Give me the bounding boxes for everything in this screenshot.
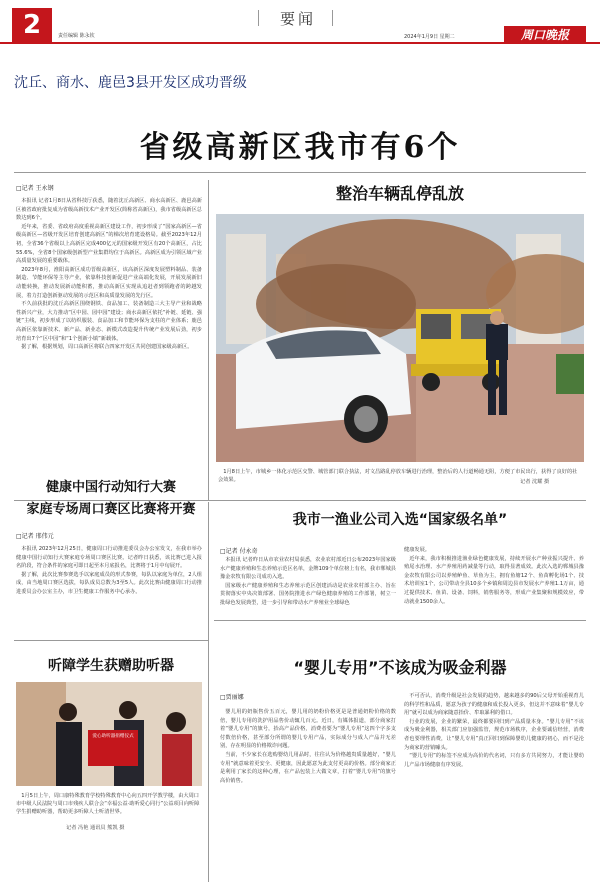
fishery-paragraph: 国家级水产健康养殖和生态养殖示范区创建活动是农业农村部主办、旨在贯彻落实中央决策部署、国务院推进水产绿色健康养殖的工作部署，树立一批绿色发展典型，进一步引导和带动水产养殖业全球绿色 <box>220 582 396 606</box>
fishery-byline: □记者 付永奇 <box>220 548 258 555</box>
fishery-col1 <box>220 556 396 608</box>
hearing-caption-text: 1月5日上午，周口康特殊教育学校特殊教育中心向五四开学教学楼，由大周口市中级人民法院与周口市残疾人联合会“幸福公益·助听爱心同行”公益项目向听障学生捐赠助听器，帮助更多听障人士听清世界。 <box>16 793 200 816</box>
fishery-paragraph: 近年来，我市积极推进渔业绿色健康发展，持续开展水产种业振兴提升、养殖尾水治理、水产养殖用药减量等行动，取得显著成效。此次入选的郸城县豫金农牧有限公司以养殖鲈鱼、草鱼为主，拥有鱼塘12个、鱼苗孵化场1个、技术培训室1个，公司带动全县10多个乡镇和周边县市发展水产养殖1.1万亩，通过提供技术、鱼苗、设备、饲料，销售服务等，形成产业集聚和规模效应，带动就业1500余人。 <box>404 555 584 605</box>
section-title: 要闻 <box>280 10 317 28</box>
formula-paragraph: 不可否认，消费升级是社会发展的趋势，越来越多的90后父母开始重视育儿的科学性和品质，愿意为孩子的健康和成长投入更多，但这并不意味着“婴儿专用”就可以成为商家随意抬价、牟取暴利的借口。 <box>404 693 584 717</box>
fishery-col2 <box>404 546 584 606</box>
lead-headline: 省级高新区我市有6个 <box>139 130 461 165</box>
lead-paragraph: 近年来，省委、省政府高度重视高新区建设工作，初步形成了“国家高新区—省级高新区—省级开发区培育创建高新区”的梯次培育建设格局。截至2023年12月初，全省36个省级以上高新区完成400亿元的国家级开发区有20个高新区，占比55.6%，全省8个国家级创新型产业集群均位于高新区。高新区成为引领区域产业高质量发展的重要载体。 <box>16 223 202 265</box>
health-body <box>16 545 202 597</box>
health-byline: □记者 邢伟元 <box>16 533 54 540</box>
formula-headline: “婴儿专用”不该成为吸金利器 <box>293 658 507 677</box>
health-headline-line1: 健康中国行动知行大赛 <box>45 480 176 495</box>
column-divider <box>208 180 209 500</box>
health-paragraph: 据了解，此次比赛参赛选手以家庭成员的形式参赛，每队以家庭为单位，2人组成，由当地周口赛区选拔，每队成员总数为3至5人。此次比赛由健康周口行动推进委员会办公室主办，市卫生健康工作服务中心承办。 <box>16 571 202 595</box>
street-scene-image <box>216 214 584 462</box>
formula-byline: □贾丽娜 <box>220 694 244 701</box>
lead-byline: □记者 王永钢 <box>16 185 54 192</box>
section-divider-left <box>258 10 259 26</box>
traffic-photo <box>216 214 584 462</box>
fishery-rule <box>214 620 586 621</box>
health-paragraph: 本报讯 2023年12月25日，健康周口行动推进委员会办公室发文，在我市举办健康中国行动知行大赛家庭专场周口赛区比赛。记者昨日获悉，该比赛已进入报名阶段，符合条件的家庭可即日起至本月底报名，比赛将于1月中旬展开。 <box>16 546 202 570</box>
hearing-caption <box>16 792 202 817</box>
lead-paragraph: 据了解，根据规划，周口高新区将联合四家开发区共同创建国家级高新区。 <box>21 344 193 351</box>
hearing-photo-banner: 爱心助听器捐赠仪式 <box>92 734 134 739</box>
traffic-caption-text: 1月8日上午，市城乡一体化示范区交警、城管部门联合执法，对文昌路乱停放车辆进行治理，整治后的人行道畅通无阻，方便了市民出行，获得了良好的社会效果。 <box>218 469 578 484</box>
health-headline-line2: 家庭专场周口赛区比赛将开赛 <box>26 502 196 517</box>
page-number: 2 <box>12 8 52 42</box>
formula-col2 <box>404 692 584 769</box>
hearing-credit: 记者 冯艳 通讯员 熊凯 摄 <box>66 825 125 831</box>
health-rule <box>14 640 208 641</box>
hearing-headline: 听障学生获赠助听器 <box>48 658 174 674</box>
formula-paragraph: 婴儿用的奶瓶售价五百元，婴儿用的奶粉价格更是是普通奶粉价格的数倍，婴儿专用的洗护用品售价动辄几百元。近日，有媒体报道，部分商家打着“婴儿专用”的旗号，抬高产品价格，消费者要为“婴儿专用”这四个字多支付数倍价格，甚至部分所谓的婴儿专用产品，实际成分与成人产品并无差别，存在明显的价格欺诈问题。 <box>220 709 396 750</box>
issue-date: 2024年1月9日 星期二 <box>404 34 455 40</box>
formula-paragraph: 行业的发展，企业的繁荣，最终都要回归到产品质量本身。“婴儿专用”不该成为吸金利器，相关部门应加强监管，规范市场秩序，企业要诚信经营，消费者也要理性消费，让“婴儿专用”真正回归到保障婴幼儿健康的初心，而不是沦为商家的营销噱头。 <box>404 718 584 751</box>
column-divider <box>208 502 209 882</box>
traffic-credit: 记者 沈耀 摄 <box>520 479 550 485</box>
fishery-paragraph: 本报讯 记者昨日从市农业农村局获悉，农业农村部近日公布2023年国家级水产健康养殖和生态养殖示范区名单，金牌109个单位榜上有名，我市郸城县豫金农牧有限公司成功入选。 <box>220 557 396 581</box>
lead-paragraph: 不久前获批的沈丘高新区围绕钢铁、食品加工、装备制造三大主导产业和战略性新兴产业，大力推动“区中园、园中园”建设；商水高新区依托“补链、延链、强链”主线，初步形成了以纺织服装、食品加工和节能环保为支柱的产业体系；鹿邑高新区依靠新技术、新产品、新业态、新模式改造提升传统产业发展后劲，初步培育出7个“区中园”和“1个创新小镇”新载体。 <box>16 301 202 342</box>
lead-paragraph: 2023年8月，淮阳高新区成功晋级高新区，该高新区深度发展塑料制品、装备制造、节能环保等主导产业，依靠科技创新促进产业高端化发展，开展发展新旧动能转换，推动发展新动能积蓄，推动高新区实现从追赶者到领跑者的跨越发展，着力打造创新驱动发展的示范区和高质量发展的先行区。 <box>16 266 202 299</box>
hearing-photo <box>16 682 202 786</box>
editor-credit: 责任编辑 陈永钦 <box>58 33 95 39</box>
fishery-headline: 我市一渔业公司入选“国家级名单” <box>292 512 508 528</box>
fishery-paragraph: 健康发展。 <box>404 547 430 553</box>
section-divider-right <box>332 10 333 26</box>
lead-kicker: 沈丘、商水、鹿邑3县开发区成功晋级 <box>14 75 247 91</box>
lead-paragraph: 本报讯 记者1月8日从省科技厅获悉，随着沈丘高新区、商水高新区、鹿邑高新区被省政府批复成为省级高新技术产业开发区(简称省高新区)，我市省级高新区总数达到6个。 <box>16 198 202 222</box>
masthead-logo: 周口晚报 <box>504 26 586 44</box>
traffic-headline: 整治车辆乱停乱放 <box>335 184 464 203</box>
lead-rule <box>14 172 586 173</box>
formula-paragraph: “婴儿专用”的标签不应成为高价的代名词，只有多方共同努力，才能让婴幼儿产品市场健康有序发展。 <box>404 753 584 768</box>
lead-body <box>16 197 202 352</box>
formula-col1 <box>220 708 396 785</box>
formula-paragraph: 当前，不少家长在选购婴幼儿用品时，往往认为价格越贵质量越好，“婴儿专用”就意味着更安全、更健康，因此愿意为此支付更高的价格。部分商家正是利用了家长的这种心理，在产品包装上大做文章，打着“婴儿专用”的旗号高价销售。 <box>220 751 396 784</box>
